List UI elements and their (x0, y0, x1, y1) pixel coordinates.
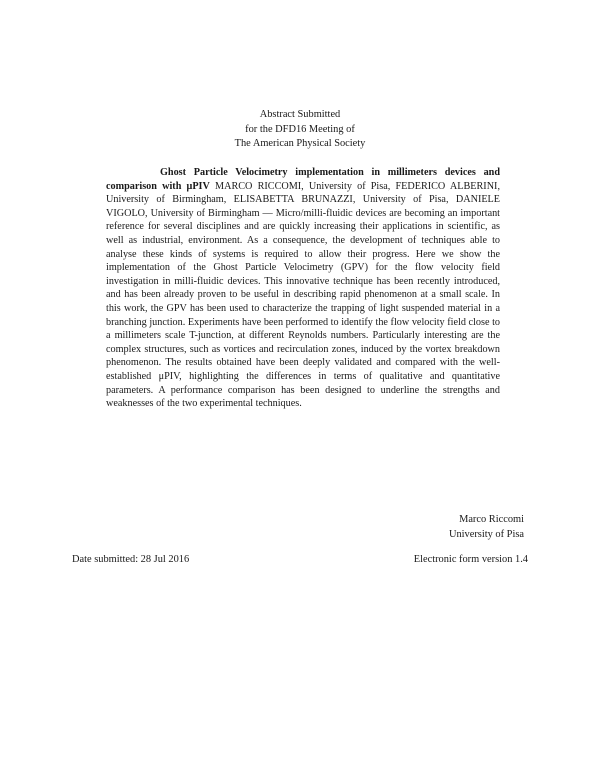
abstract-separator: — (259, 207, 276, 219)
header-line-abstract-submitted: Abstract Submitted (259, 109, 341, 120)
form-version: Electronic form version 1.4 (413, 554, 528, 565)
abstract-title: Ghost Particle Velocimetry implementation in millimeters devices and comparison with μPIV (106, 167, 500, 192)
signature-affiliation: University of Pisa (448, 528, 524, 540)
abstract-paragraph (106, 166, 500, 411)
date-submitted: Date submitted: 28 Jul 2016 (72, 554, 190, 565)
signature-name: Marco Riccomi (459, 514, 524, 525)
signature-block (449, 513, 524, 542)
abstract-authors: MARCO RICCOMI, University of Pisa, FEDERICO ALBERINI, University of Birmingham, ELISABETTA BRUNAZZI, University of Pisa, DANIELE VIGOLO, University of Birmingham (106, 180, 500, 219)
header-line-meeting: for the DFD16 Meeting of (245, 123, 355, 135)
footer (72, 553, 528, 567)
header-line-society: The American Physical Society (234, 138, 366, 149)
submission-header (0, 108, 600, 152)
abstract-body: Micro/milli-fluidic devices are becoming an important reference for several disciplines and are quickly increasing their applications in scientific, as well as industrial, environment. As a consequence, the development of techniques able to analyse these kinds of systems is required to allow their progress. Here we show the implementation of the Ghost Particle Velocimetry (GPV) for the flow velocity field investigation in milli-fluidic devices. This innovative technique has been recently introduced, and has been already proven to be useful in describing rapid phenomenon at a small scale. In this work, the GPV has been used to characterize the trapping of light suspended material in a branching junction. Experiments have been performed to identify the flow velocity field close to a millimeters scale T-junction, at different Reynolds numbers. Particularly interesting are the complex structures, such as vortices and recirculation zones, induced by the vortex breakdown phenomenon. The results obtained have been deeply validated and compared with the well-established μPIV, highlighting the differences in terms of qualitative and quantitative parameters. A performance comparison has been designed to underline the strengths and weaknesses of the two experimental techniques. (106, 207, 501, 410)
